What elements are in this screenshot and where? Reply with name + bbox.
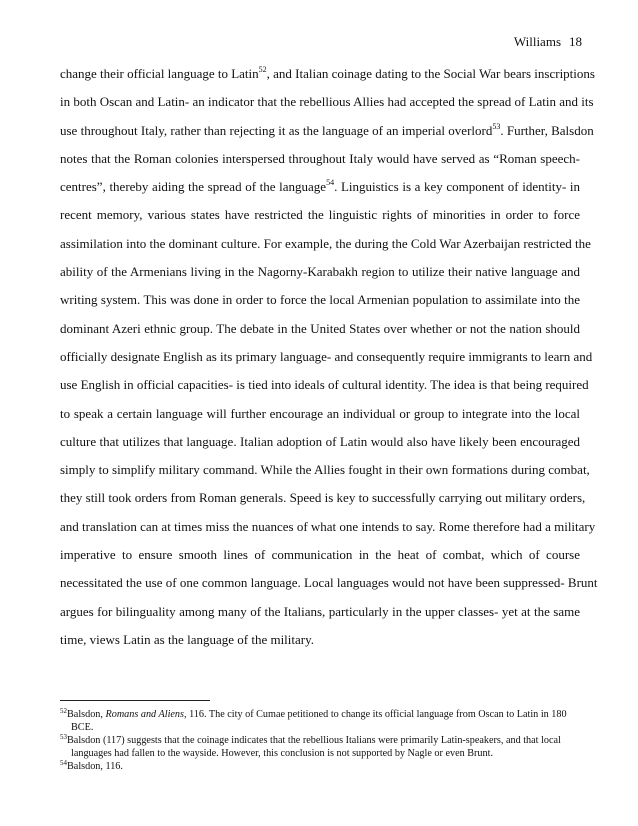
footnote-ref[interactable]: 53 bbox=[492, 121, 501, 131]
footnote-52: $^{52}$Balsdon, Romans and Aliens, 116. The city of Cumae petitioned to change its official language from Oscan to Latin in 180 BCE. bbox=[60, 707, 567, 733]
text-line: assimilation into the dominant culture. For example, the during the Cold War Azerbaijan restricted the bbox=[60, 235, 591, 251]
page-number: 18 bbox=[569, 34, 582, 49]
text-line: ability of the Armenians living in the Nagorny-Karabakh region to utilize their native language and bbox=[60, 264, 580, 280]
text-line: argues for bilinguality among many of the Italians, particularly in the upper classes- yet at the same bbox=[60, 603, 580, 619]
footnote-divider bbox=[60, 700, 210, 701]
text-line: writing system. This was done in order to force the local Armenian population to assimilate into the bbox=[60, 292, 580, 308]
text-line: dominant Azeri ethnic group. The debate in the United States over whether or not the nation should bbox=[60, 320, 580, 336]
text-line: notes that the Roman colonies interspersed throughout Italy would have served as “Roman speech- bbox=[60, 150, 580, 166]
footnote-number: 54 bbox=[60, 759, 67, 768]
text-line: they still took orders from Roman generals. Speed is key to successfully carrying out military orders, bbox=[60, 490, 586, 506]
footnotes bbox=[60, 709, 580, 775]
text-line: simply to simplify military command. While the Allies fought in their own formations during combat, bbox=[60, 462, 590, 478]
text-line: to speak a certain language will further encourage an individual or group to integrate into the local bbox=[60, 405, 580, 421]
footnote-53: $^{53}$Balsdon (117) suggests that the coinage indicates that the rebellious Italians were primarily Latin-speakers, and that local languages had fallen to the wayside. However, this conclusion is not supported by Nagle or even Brunt. bbox=[60, 733, 561, 759]
footnote-54: $^{54}$Balsdon, 116. bbox=[60, 759, 123, 773]
text-line: culture that utilizes that language. Italian adoption of Latin would also have likely been encouraged bbox=[60, 433, 580, 449]
running-header bbox=[514, 34, 582, 50]
text-line: change their official language to Latin$^{52}$, and Italian coinage dating to the Social War bears inscriptions bbox=[60, 65, 595, 81]
text-line: centres”, thereby aiding the spread of the language$^{54}$. Linguistics is a key component of identity- in bbox=[60, 178, 580, 195]
text-line: recent memory, various states have restricted the linguistic rights of minorities in order to force bbox=[60, 207, 580, 223]
text-line: and translation can at times miss the nuances of what one intends to say. Rome therefore had a military bbox=[60, 518, 596, 534]
footnote-number: 53 bbox=[60, 733, 67, 742]
text-line: in both Oscan and Latin- an indicator that the rebellious Allies had accepted the spread of Latin and its bbox=[60, 94, 594, 110]
text-line: officially designate English as its primary language- and consequently require immigrants to learn and bbox=[60, 348, 593, 364]
text-line: use throughout Italy, rather than rejecting it as the language of an imperial overlord$^{53}$. Further, Balsdon bbox=[60, 121, 594, 138]
body-paragraph bbox=[60, 60, 598, 654]
text-line: use English in official capacities- is tied into ideals of cultural identity. The idea is that being required bbox=[60, 377, 589, 393]
text-line: imperative to ensure smooth lines of communication in the heat of combat, which of course bbox=[60, 547, 580, 563]
text-line: time, views Latin as the language of the military. bbox=[60, 631, 315, 647]
footnote-number: 52 bbox=[60, 707, 67, 715]
footnote-ref[interactable]: 52 bbox=[258, 65, 267, 74]
work-title: Romans and Aliens bbox=[105, 709, 184, 720]
header-author: Williams bbox=[513, 34, 561, 49]
footnote-ref[interactable]: 54 bbox=[326, 178, 335, 188]
text-line: necessitated the use of one common language. Local languages would not have been suppressed- Brunt bbox=[60, 575, 598, 591]
